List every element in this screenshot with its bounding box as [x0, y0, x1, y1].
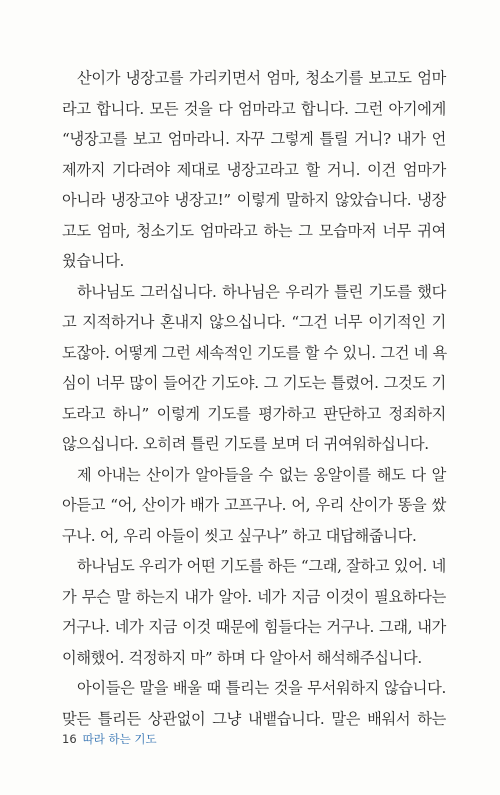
text-line: 하나님도 우리가 어떤 기도를 하든 “그래, 잘하고 있어. 네	[77, 557, 446, 575]
text-line: 아듣고 “어, 산이가 배가 고프구나. 어, 우리 산이가 똥을 쌌	[62, 496, 446, 514]
text-line: 가 무슨 말 하는지 내가 알아. 네가 지금 이것이 필요하다는	[62, 587, 446, 606]
text-line: 아이들은 말을 배울 때 틀리는 것을 무서워하지 않습니다.	[77, 679, 446, 697]
text-line: 고 지적하거나 혼내지 않으십니다. “그건 너무 이기적인 기	[62, 313, 446, 331]
text-line: 제까지 기다려야 제대로 냉장고라고 할 거니. 이건 엄마가	[62, 160, 446, 179]
text-line: 심이 너무 많이 들어간 기도야. 그 기도는 틀렸어. 그것도 기	[62, 374, 446, 392]
text-line: “냉장고를 보고 엄마라니. 자꾸 그렇게 틀릴 거니? 내가 언	[62, 130, 446, 148]
page-number: 16	[62, 732, 77, 746]
body-text	[62, 63, 446, 734]
text-line: 제 아내는 산이가 알아들을 수 없는 옹알이를 해도 다 알	[77, 465, 446, 484]
text-line: 도잖아. 어떻게 그런 세속적인 기도를 할 수 있니. 그건 네 욕	[62, 343, 447, 362]
text-line: 이해했어. 걱정하지 마” 하며 다 알아서 해석해주십니다.	[62, 648, 422, 667]
text-line: 맞든 틀리든 상관없이 그냥 내뱉습니다. 말은 배워서 하는	[62, 709, 446, 728]
text-line: 도라고 하니” 이렇게 기도를 평가하고 판단하고 정죄하지	[62, 404, 446, 423]
text-line: 구나. 어, 우리 아들이 씻고 싶구나” 하고 대답해줍니다.	[62, 526, 417, 545]
text-line: 거구나. 네가 지금 이것 때문에 힘들다는 거구나. 그래, 내가	[62, 618, 446, 636]
text-line: 산이가 냉장고를 가리키면서 엄마, 청소기를 보고도 엄마	[77, 69, 446, 87]
text-line: 웠습니다.	[62, 252, 125, 270]
running-title: 따라 하는 기도	[82, 732, 157, 746]
text-line: 하나님도 그러십니다. 하나님은 우리가 틀린 기도를 했다	[77, 282, 446, 301]
page-footer	[62, 731, 157, 747]
text-line: 아니라 냉장고야 냉장고!” 이렇게 말하지 않았습니다. 냉장	[62, 191, 446, 209]
text-line: 고도 엄마, 청소기도 엄마라고 하는 그 모습마저 너무 귀여	[62, 221, 446, 240]
text-line: 않으십니다. 오히려 틀린 기도를 보며 더 귀여워하십니다.	[62, 435, 429, 453]
text-line: 라고 합니다. 모든 것을 다 엄마라고 합니다. 그런 아기에게	[62, 99, 446, 118]
